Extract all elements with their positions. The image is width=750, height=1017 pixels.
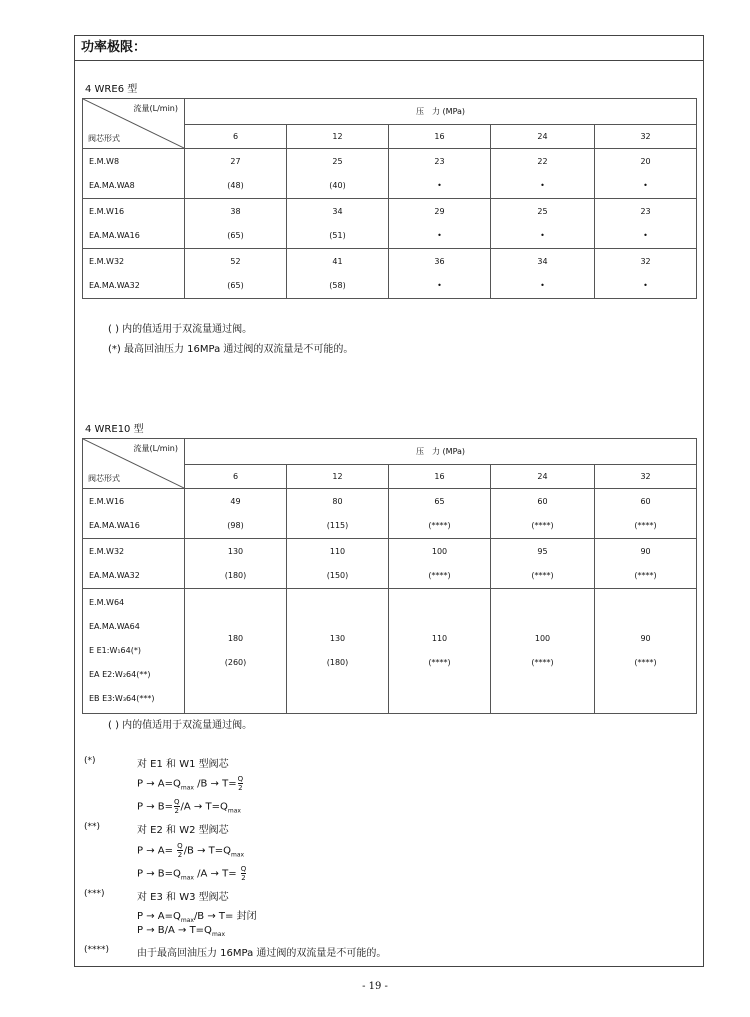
footnote-text: 对 E1 和 W1 型阀芯 [137,759,229,770]
footnote-text: 对 E3 和 W3 型阀芯 [137,892,229,903]
value-cell: 22 • [491,149,595,199]
table2 [82,438,697,714]
formula-line: P → B= $\frac{Q}{2}$ $/A \to T=Q_{max}$ [137,798,241,815]
value-cell: 23 • [595,199,697,249]
table1 [82,98,697,299]
table2-corner-cell [83,439,185,489]
table2-note-1: ( ) 内的值适用于双流量通过阀。 [108,720,253,731]
value-cell: 52 (65) [185,249,287,299]
value-cell: 32 • [595,249,697,299]
table-row [83,149,697,199]
footnote-mark: (*) [84,756,96,766]
value-cell: 95 (****) [491,539,595,589]
footnote-mark: (****) [84,945,110,955]
core-type-cell: E.M.W64 EA.MA.WA64 E E1:W₁64(*) EA E2:W₂64(**) EB E3:W₃64(***) [83,589,185,714]
pressure-header: 压 力 (MPa) [185,439,697,465]
footnote-text: 由于最高回油压力 16MPa 通过阀的双流量是不可能的。 [137,948,387,959]
table-row [83,489,697,539]
footnote-text: 对 E2 和 W2 型阀芯 [137,825,229,836]
value-cell: 23 • [389,149,491,199]
pressure-value: 24 [491,465,595,489]
table1-label: 4 WRE6 型 [85,84,138,95]
formula-line: P → A= $\frac{Q}{2}$ $/B \to T=Q_{max}$ [137,842,245,859]
pressure-value: 6 [185,125,287,149]
value-cell: 180 (260) [185,589,287,714]
pressure-value: 32 [595,465,697,489]
formula-line: $P \to B/A \to T=Q_{max}$ [137,925,226,938]
table1-note-2: (*) 最高回油压力 16MPa 通过阀的双流量是不可能的。 [108,344,354,355]
value-cell: 25 • [491,199,595,249]
pressure-value: 12 [287,125,389,149]
value-cell: 100 (****) [491,589,595,714]
value-cell: 29 • [389,199,491,249]
flow-label: 流量(L/min) [133,104,178,113]
table-row [83,249,697,299]
value-cell: 65 (****) [389,489,491,539]
core-type-cell: E.M.W16 EA.MA.WA16 [83,489,185,539]
value-cell: 80 (115) [287,489,389,539]
value-cell: 110 (****) [389,589,491,714]
table1-note-1: ( ) 内的值适用于双流量通过阀。 [108,324,253,335]
value-cell: 60 (****) [491,489,595,539]
value-cell: 60 (****) [595,489,697,539]
core-type-cell: E.M.W16 EA.MA.WA16 [83,199,185,249]
section-header: 功率极限： [75,36,703,61]
formula-line: $P \to A=Q_{max}$ /B → T= $\frac{Q}{2}$ [137,775,244,792]
core-type-cell: E.M.W8 EA.MA.WA8 [83,149,185,199]
pressure-value: 16 [389,125,491,149]
value-cell: 130 (180) [185,539,287,589]
value-cell: 34 (51) [287,199,389,249]
table1-corner-cell [83,99,185,149]
value-cell: 36 • [389,249,491,299]
page-number: - 19 - [362,981,388,992]
value-cell: 38 (65) [185,199,287,249]
value-cell: 100 (****) [389,539,491,589]
footnote-mark: (**) [84,822,101,832]
value-cell: 90 (****) [595,589,697,714]
value-cell: 41 (58) [287,249,389,299]
formula-line: $P \to B=Q_{max}$ /A → T= $\frac{Q}{2}$ [137,865,247,882]
value-cell: 90 (****) [595,539,697,589]
core-type-label: 阀芯形式 [88,474,120,483]
value-cell: 25 (40) [287,149,389,199]
table-row [83,199,697,249]
table-row [83,539,697,589]
pressure-value: 32 [595,125,697,149]
table-row [83,589,697,714]
core-type-cell: E.M.W32 EA.MA.WA32 [83,249,185,299]
pressure-value: 12 [287,465,389,489]
flow-label: 流量(L/min) [133,444,178,453]
pressure-value: 6 [185,465,287,489]
value-cell: 27 (48) [185,149,287,199]
pressure-value: 16 [389,465,491,489]
value-cell: 49 (98) [185,489,287,539]
core-type-label: 阀芯形式 [88,134,120,143]
value-cell: 110 (150) [287,539,389,589]
table2-label: 4 WRE10 型 [85,424,144,435]
pressure-header: 压 力 (MPa) [185,99,697,125]
value-cell: 20 • [595,149,697,199]
formula-line: $P \to A=Q_{max}/B \to T=$ 封闭 [137,911,257,924]
value-cell: 34 • [491,249,595,299]
core-type-cell: E.M.W32 EA.MA.WA32 [83,539,185,589]
value-cell: 130 (180) [287,589,389,714]
footnote-mark: (***) [84,889,105,899]
pressure-value: 24 [491,125,595,149]
